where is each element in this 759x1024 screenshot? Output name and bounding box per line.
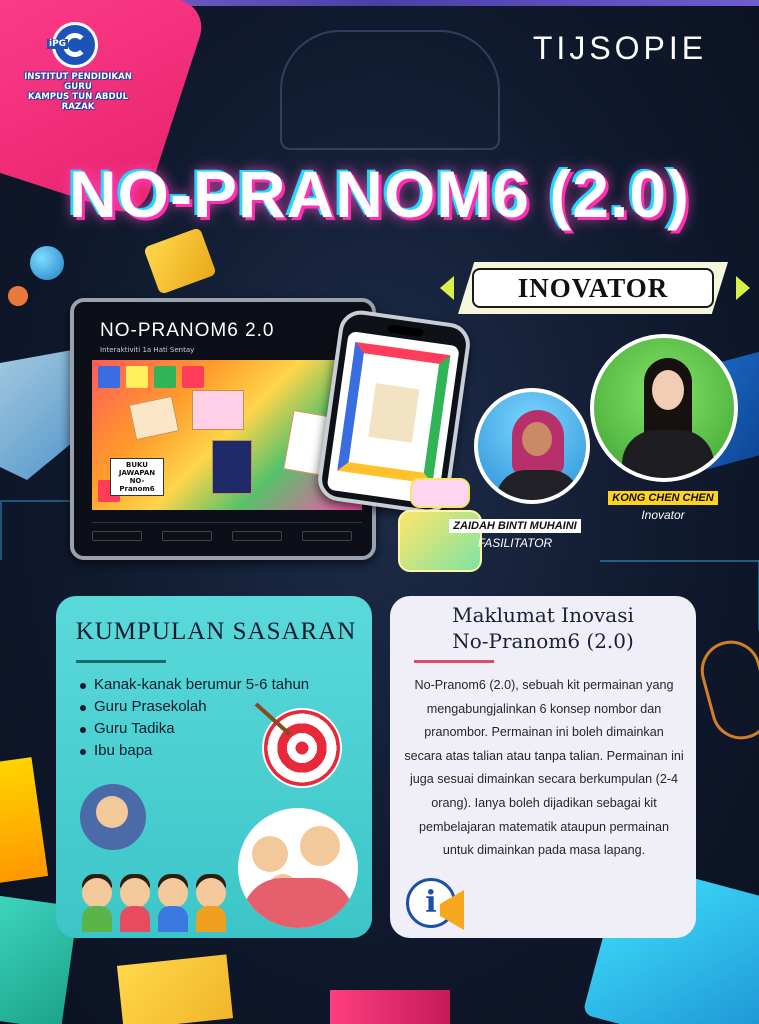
facilitator-name-tag [440, 516, 590, 550]
family-illustration [238, 808, 358, 928]
target-group-title: KUMPULAN SASARAN [75, 618, 357, 645]
innovator-role: Inovator [641, 508, 685, 522]
teacher-illustration [80, 784, 146, 850]
ipg-institution-name [22, 72, 134, 112]
magenta-block-decoration [330, 990, 450, 1024]
inovator-banner [458, 262, 728, 314]
list-item: Guru Tadika [78, 718, 309, 740]
list-item: Ibu bapa [78, 740, 309, 762]
tablet-footer [92, 522, 362, 548]
ipg-name-line2: KAMPUS TUN ABDUL RAZAK [27, 92, 129, 112]
tablet-subtitle: Interaktiviti 1a Hati Sentay [100, 346, 195, 354]
innovator-photo [590, 334, 738, 482]
children-illustration [74, 852, 236, 932]
blue-sphere-decoration [30, 246, 64, 280]
circuit-line-decoration [0, 500, 80, 560]
book-label: BUKU JAWAPAN NO-Pranom6 [110, 458, 164, 496]
yellow-block-decoration [0, 757, 48, 883]
innovator-name-tag [588, 488, 738, 522]
facilitator-name: ZAIDAH BINTI MUHAINI [449, 519, 580, 533]
inovator-label: INOVATOR [472, 268, 714, 308]
innovator-name: KONG CHEN CHEN [608, 491, 717, 505]
orange-ball-decoration [8, 286, 28, 306]
ipg-logo [22, 22, 134, 112]
list-item: Guru Prasekolah [78, 696, 309, 718]
ipg-name-line1: INSTITUT PENDIDIKAN GURU [24, 72, 132, 92]
chevron-right-icon [736, 276, 750, 300]
orange-gem-decoration [694, 634, 759, 746]
list-item: Kanak-kanak berumur 5-6 tahun [78, 674, 309, 696]
yellow-block-decoration [117, 954, 233, 1024]
brand-logo: TIJSOPIE [532, 30, 708, 66]
chevron-left-icon [440, 276, 454, 300]
info-title-line2: No-Pranom6 (2.0) [452, 629, 634, 653]
info-icon: i [406, 878, 456, 928]
phone-notch [387, 324, 424, 337]
page-title: NO-PRANOM6 (2.0) [68, 157, 691, 231]
facilitator-photo [474, 388, 590, 504]
title-underline [414, 660, 494, 663]
info-description: No-Pranom6 (2.0), sebuah kit permainan yang mengabungjalinkan 6 konsep nombor dan pranombor. Permainan ini boleh dimainkan secara atas talian atau tanpa talian. Permainan ini juga sesuai dimainkan secara berkumpulan (2-4 orang). Ianya boleh dijadikan sebagai kit pembelajaran matematik ataupun permainan untuk dimainkan pada masa lapang. [404, 678, 684, 858]
line-art-decoration [280, 30, 500, 150]
ipg-badge-icon [49, 22, 98, 68]
info-title-line1: Maklumat Inovasi [452, 603, 634, 627]
facilitator-role: FASILITATOR [477, 536, 553, 550]
title-underline [76, 660, 166, 663]
ipg-badge-text: iPG [49, 39, 67, 49]
yellow-cube-decoration [143, 227, 216, 295]
tablet-title: NO-PRANOM6 2.0 [100, 320, 275, 341]
info-title [390, 602, 696, 654]
